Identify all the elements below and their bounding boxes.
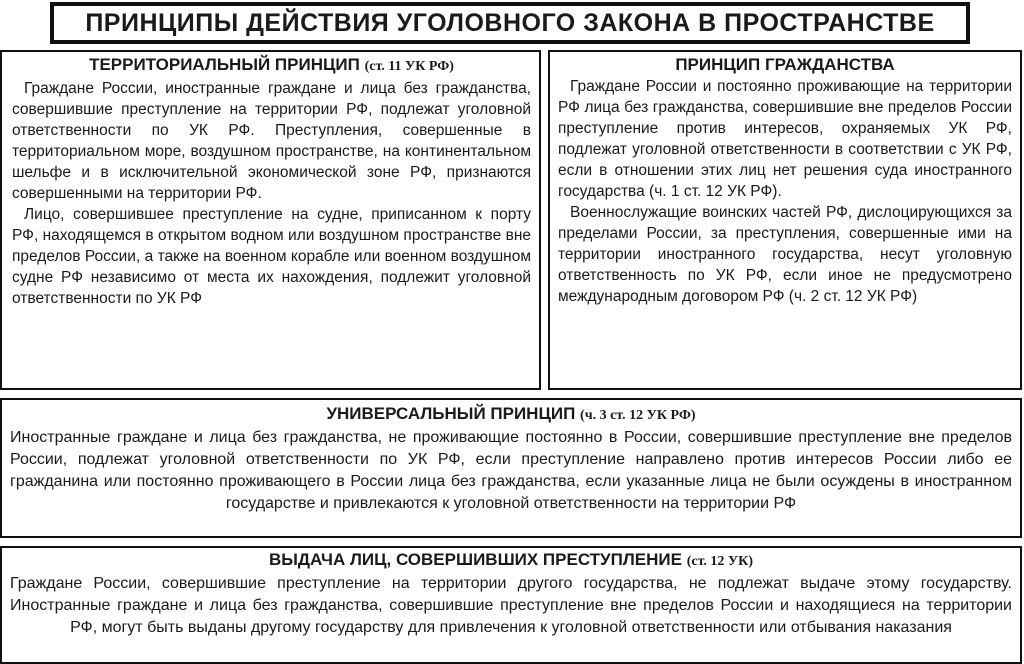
territorial-paragraph-2: Лицо, совершившее преступление на судне, приписанном к порту РФ, находящемся в открытом водном или воздушном пространстве вне пределов России, а также на военном корабле или военном воздушном судне РФ независимо от места их нахождения, подлежит уголовной ответственности по УК РФ xyxy=(12,206,531,307)
territorial-ref: (ст. 11 УК РФ) xyxy=(364,59,454,74)
territorial-principle-box xyxy=(0,50,541,390)
territorial-paragraph-1: Граждане России, иностранные граждане и лица без гражданства, совершившие преступление на территории РФ, подлежат уголовной ответственности по УК РФ. Преступления, совершенные в территориальном море, воздушном пространстве, на континентальном шельфе и в исключительной экономической зоне РФ, признаются совершенными на территории РФ. xyxy=(12,80,531,202)
universal-heading xyxy=(10,403,1012,427)
territorial-heading xyxy=(12,54,531,78)
universal-text: Иностранные граждане и лица без гражданства, не проживающие постоянно в России, совершившие преступление вне пределов России, подлежат уголовной ответственности по УК РФ, если преступление направлено против интересов России либо ее гражданина или постоянно проживающего в России лица без гражданства, если указанные лица не были осуждены в иностранном государстве и привлекаются к уголовной ответственности на территории РФ xyxy=(10,429,1012,512)
citizenship-paragraph-1: Граждане России и постоянно проживающие на территории РФ лица без гражданства, совершившие вне пределов России преступление против интересов, охраняемых УК РФ, подлежат уголовной ответственности в соответствии с УК РФ, если в отношении этих лиц нет решения суда иностранного государства (ч. 1 ст. 12 УК РФ). xyxy=(558,78,1012,200)
extradition-text: Граждане России, совершившие преступление на территории другого государства, не подлежат выдаче этому государству. Иностранные граждане и лица без гражданства, совершившие преступление вне пределов России и находящиеся на территории РФ, могут быть выданы другому государству для привлечения к уголовной ответственности или отбывания наказания xyxy=(10,575,1012,636)
citizenship-principle-box xyxy=(548,50,1022,390)
universal-ref: (ч. 3 ст. 12 УК РФ) xyxy=(580,408,696,423)
universal-principle-box xyxy=(0,398,1022,538)
territorial-heading-text: ТЕРРИТОРИАЛЬНЫЙ ПРИНЦИП xyxy=(89,55,360,74)
extradition-heading-text: ВЫДАЧА ЛИЦ, СОВЕРШИВШИХ ПРЕСТУПЛЕНИЕ xyxy=(268,550,682,569)
universal-heading-text: УНИВЕРСАЛЬНЫЙ ПРИНЦИП xyxy=(326,404,576,423)
title-box xyxy=(50,2,970,44)
citizenship-heading: ПРИНЦИП ГРАЖДАНСТВА xyxy=(675,55,895,74)
extradition-heading xyxy=(10,549,1012,573)
extradition-ref: (ст. 12 УК) xyxy=(686,554,753,569)
page-title: ПРИНЦИПЫ ДЕЙСТВИЯ УГОЛОВНОГО ЗАКОНА В ПРОСТРАНСТВЕ xyxy=(85,8,935,37)
extradition-box xyxy=(0,546,1022,664)
citizenship-paragraph-2: Военнослужащие воинских частей РФ, дислоцирующихся за пределами России, за преступления, совершенные ими на территории иностранного государства, несут уголовную ответственность по УК РФ, если иное не предусмотрено международным договором РФ (ч. 2 ст. 12 УК РФ) xyxy=(558,204,1012,305)
